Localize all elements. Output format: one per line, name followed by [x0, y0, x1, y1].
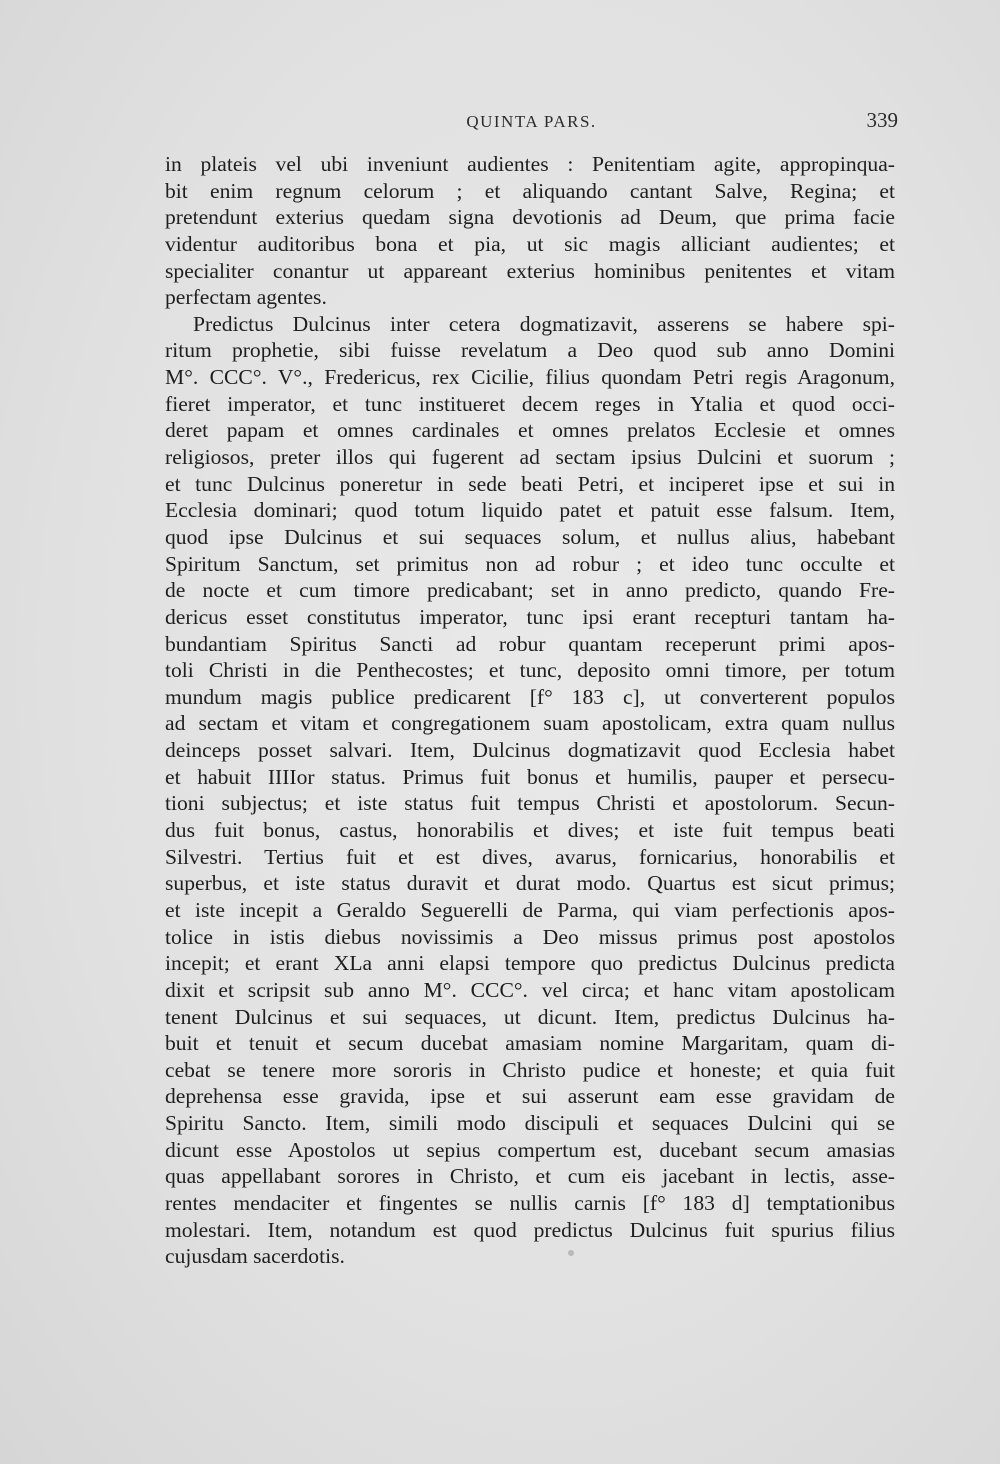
- text-line: superbus, et iste status duravit et durat modo. Quartus est sicut primus;: [165, 871, 895, 896]
- text-line: deinceps posset salvari. Item, Dulcinus dogmatizavit quod Ecclesia habet: [165, 738, 895, 763]
- text-line: et habuit IIIIor status. Primus fuit bonus et humilis, pauper et persecu-: [165, 764, 895, 789]
- text-line: ad sectam et vitam et congregationem suam apostolicam, extra quam nullus: [165, 711, 895, 736]
- text-line: specialiter conantur ut appareant exterius hominibus penitentes et vitam: [165, 258, 895, 283]
- text-line: Predictus Dulcinus inter cetera dogmatizavit, asserens se habere spi-: [193, 311, 895, 336]
- text-line: toli Christi in die Penthecostes; et tunc, deposito omni timore, per totum: [165, 658, 895, 683]
- text-line: pretendunt exterius quedam signa devotionis ad Deum, que prima facie: [165, 205, 895, 230]
- text-line: mundum magis publice predicarent [f° 183 c], ut converterent populos: [165, 684, 895, 709]
- text-line: fieret imperator, et tunc institueret decem reges in Ytalia et quod occi-: [165, 391, 895, 416]
- text-line: de nocte et cum timore predicabant; set in anno predicto, quando Fre-: [165, 578, 895, 603]
- running-head: [165, 108, 898, 136]
- text-line: ritum prophetie, sibi fuisse revelatum a Deo quod sub anno Domini: [165, 338, 895, 363]
- text-line: dericus esset constitutus imperator, tunc ipsi erant recepturi tantam ha-: [165, 604, 895, 629]
- text-line: tolice in istis diebus novissimis a Deo missus primus post apostolos: [165, 924, 895, 949]
- text-line: dixit et scripsit sub anno M°. CCC°. vel circa; et hanc vitam apostolicam: [165, 977, 895, 1002]
- text-line: bit enim regnum celorum ; et aliquando cantant Salve, Regina; et: [165, 178, 895, 203]
- running-head-title: QUINTA PARS.: [466, 112, 597, 131]
- text-line: M°. CCC°. V°., Fredericus, rex Cicilie, filius quondam Petri regis Aragonum,: [165, 365, 895, 390]
- text-line: et tunc Dulcinus poneretur in sede beati Petri, et inciperet ipse et sui in: [165, 471, 895, 496]
- text-line: rentes mendaciter et fingentes se nullis carnis [f° 183 d] temptationibus: [165, 1190, 895, 1215]
- text-line: perfectam agentes.: [165, 285, 327, 310]
- text-line: quas appellabant sorores in Christo, et cum eis jacebant in lectis, asse-: [165, 1164, 895, 1189]
- text-line: cebat se tenere more sororis in Christo pudice et honeste; et quia fuit: [165, 1057, 895, 1082]
- text-line: buit et tenuit et secum ducebat amasiam nomine Margaritam, quam di-: [165, 1031, 895, 1056]
- text-line: dicunt esse Apostolos ut sepius compertum est, ducebant secum amasias: [165, 1137, 895, 1162]
- text-line: tenent Dulcinus et sui sequaces, ut dicunt. Item, predictus Dulcinus ha-: [165, 1004, 895, 1029]
- text-line: in plateis vel ubi inveniunt audientes : Penitentiam agite, appropinqua-: [165, 152, 895, 176]
- body-text: [165, 151, 895, 1270]
- page-mark: [568, 1250, 574, 1256]
- text-line: Silvestri. Tertius fuit et est dives, avarus, fornicarius, honorabilis et: [165, 844, 895, 869]
- text-line: Ecclesia dominari; quod totum liquido patet et patuit esse falsum. Item,: [165, 498, 895, 523]
- text-line: deret papam et omnes cardinales et omnes prelatos Ecclesie et omnes: [165, 418, 895, 443]
- text-line: religiosos, preter illos qui fugerent ad sectam ipsius Dulcini et suorum ;: [165, 445, 895, 470]
- text-line: incepit; et erant XLa anni elapsi tempore quo predictus Dulcinus predicta: [165, 951, 895, 976]
- text-line: cujusdam sacerdotis.: [165, 1244, 345, 1269]
- text-line: molestari. Item, notandum est quod predictus Dulcinus fuit spurius filius: [165, 1217, 895, 1242]
- text-line: Spiritum Sanctum, set primitus non ad robur ; et ideo tunc occulte et: [165, 551, 895, 576]
- text-line: quod ipse Dulcinus et sui sequaces solum, et nullus alius, habebant: [165, 524, 895, 549]
- text-line: dus fuit bonus, castus, honorabilis et dives; et iste fuit tempus beati: [165, 818, 895, 843]
- text-line: tioni subjectus; et iste status fuit tempus Christi et apostolorum. Secun-: [165, 791, 895, 816]
- page-number: 339: [866, 108, 898, 132]
- text-line: Spiritu Sancto. Item, simili modo discipuli et sequaces Dulcini qui se: [165, 1111, 895, 1136]
- text-line: deprehensa esse gravida, ipse et sui asserunt eam esse gravidam de: [165, 1084, 895, 1109]
- text-line: et iste incepit a Geraldo Seguerelli de Parma, qui viam perfectionis apos-: [165, 897, 895, 922]
- text-line: bundantiam Spiritus Sancti ad robur quantam receperunt primi apos-: [165, 631, 895, 656]
- text-line: videntur auditoribus bona et pia, ut sic magis alliciant audientes; et: [165, 231, 895, 256]
